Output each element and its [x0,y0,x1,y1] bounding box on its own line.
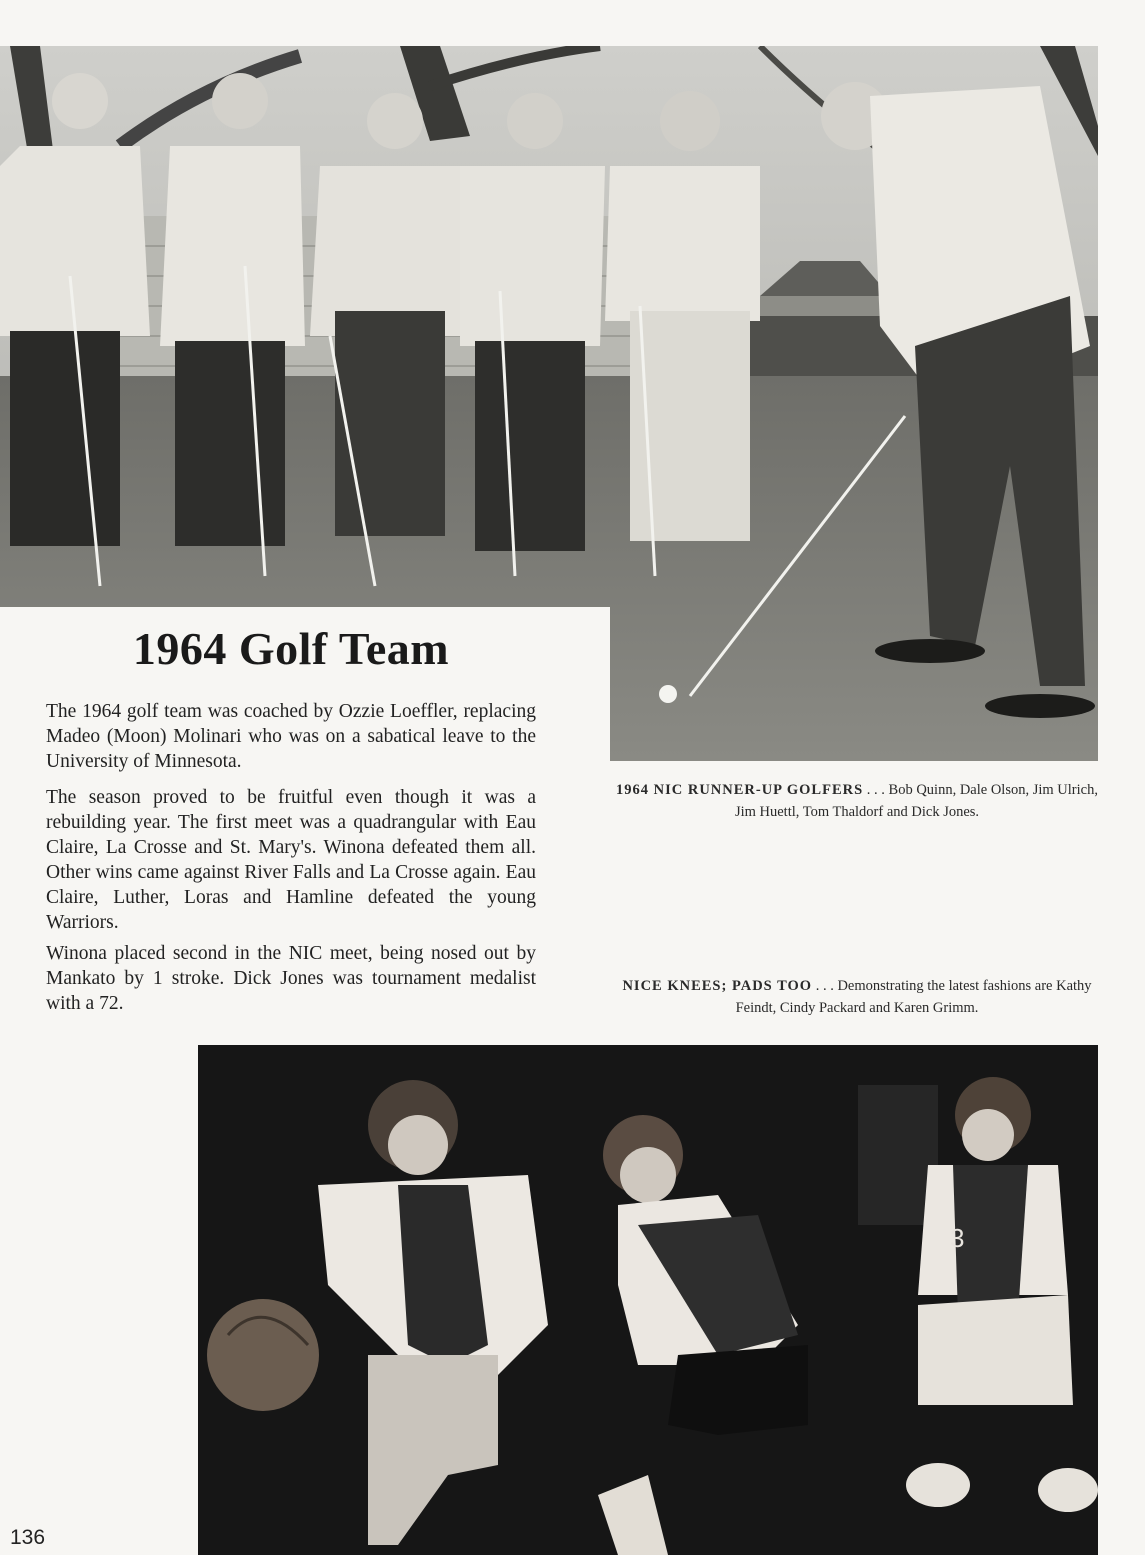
jersey-number: 3 [950,1223,965,1253]
caption-text: . . . Bob Quinn, Dale Olson, Jim Ulrich, Jim Huettl, Tom Thaldorf and Dick Jones. [734,782,1098,820]
article-headline: 1964 Golf Team [132,623,450,674]
basketball-photo-caption [612,975,1102,1019]
caption-lead: 1964 NIC RUNNER-UP GOLFERS [616,782,864,798]
caption-lead: NICE KNEES; PADS TOO [622,978,813,994]
golf-photo-caption [612,779,1102,823]
article-paragraph: The season proved to be fruitful even though it was a rebuilding year. The first meet was a quadrangular with Eau Claire, La Crosse and St. Mary's. Winona defeated them all. Other wins came against River Falls and La Crosse again. Eau Claire, Luther, Loras and Hamline defeated the young Warriors. [46,787,536,933]
caption-text: . . . Demonstrating the latest fashions are Kathy Feindt, Cindy Packard and Karen Grimm. [735,978,1092,1016]
basketball-photo [198,1045,1098,1555]
article-paragraph: Winona placed second in the NIC meet, being nosed out by Mankato by 1 stroke. Dick Jones was tournament medalist with a 72. [46,943,536,1014]
article-paragraph: The 1964 golf team was coached by Ozzie Loeffler, replacing Madeo (Moon) Molinari who was on a sabatical leave to the University of Minnesota. [46,701,536,772]
page-number: 136 [10,1526,46,1549]
